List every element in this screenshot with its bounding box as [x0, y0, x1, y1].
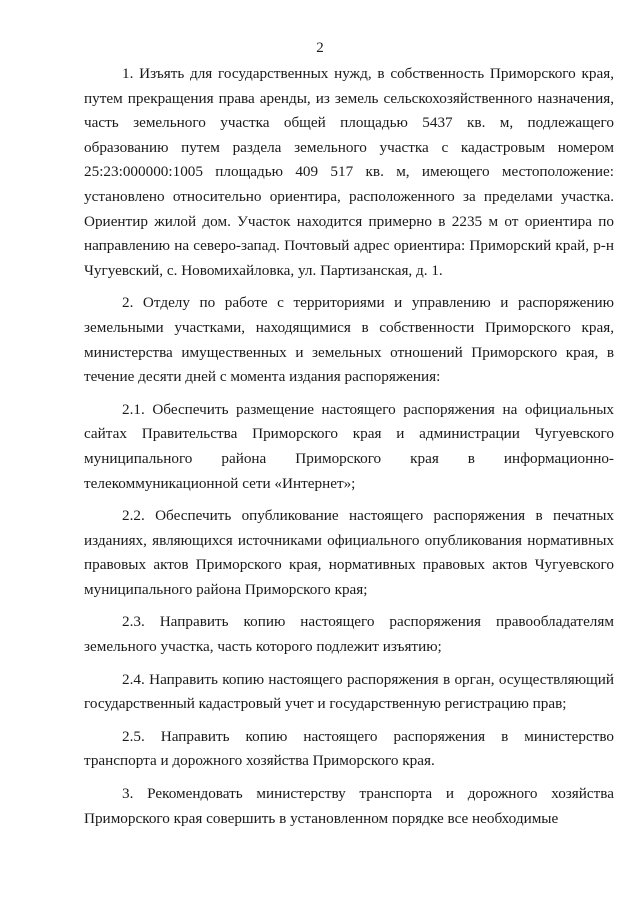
page-number: 2 — [316, 40, 324, 56]
document-body — [84, 62, 614, 839]
paragraph-2-2: 2.2. Обеспечить опубликование настоящего распоряжения в печатных изданиях, являющихся источниками официального опубликования нормативных правовых актов Приморского края, нормативных правовых актов Чугуевского муниципального района Приморского края; — [84, 507, 614, 598]
paragraph-1: 1. Изъять для государственных нужд, в собственность Приморского края, путем прекращения права аренды, из земель сельскохозяйственного назначения, часть земельного участка общей площадью 5437 кв. м, подлежащего образованию путем раздела земельного участка с кадастровым номером 25:23:000000:1005 площадью 409 517 кв. м, имеющего местоположение: установлено относительно ориентира, расположенного за пределами участка. Ориентир жилой дом. Участок находится примерно в 2235 м от ориентира по направлению на северо-запад. Почтовый адрес ориентира: Приморский край, р-н Чугуевский, с. Новомихайловка, ул. Партизанская, д. 1. — [84, 65, 614, 279]
paragraph-2-4: 2.4. Направить копию настоящего распоряжения в орган, осуществляющий государственный кадастровый учет и государственную регистрацию прав; — [84, 670, 614, 713]
paragraph-2-5: 2.5. Направить копию настоящего распоряжения в министерство транспорта и дорожного хозяйства Приморского края. — [84, 727, 614, 770]
paragraph-3: 3. Рекомендовать министерству транспорта и дорожного хозяйства Приморского края совершить в установленном порядке все необходимые — [84, 785, 614, 827]
paragraph-2-1: 2.1. Обеспечить размещение настоящего распоряжения на официальных сайтах Правительства Приморского края и администрации Чугуевского муниципального района Приморского края в информационно-телекоммуникационной сети «Интернет»; — [84, 400, 614, 492]
paragraph-2-3: 2.3. Направить копию настоящего распоряжения правообладателям земельного участка, часть которого подлежит изъятию; — [84, 613, 614, 656]
paragraph-2: 2. Отделу по работе с территориями и управлению и распоряжению земельными участками, находящимися в собственности Приморского края, министерства имущественных и земельных отношений Приморского края, в течение десяти дней с момента издания распоряжения: — [84, 294, 614, 386]
